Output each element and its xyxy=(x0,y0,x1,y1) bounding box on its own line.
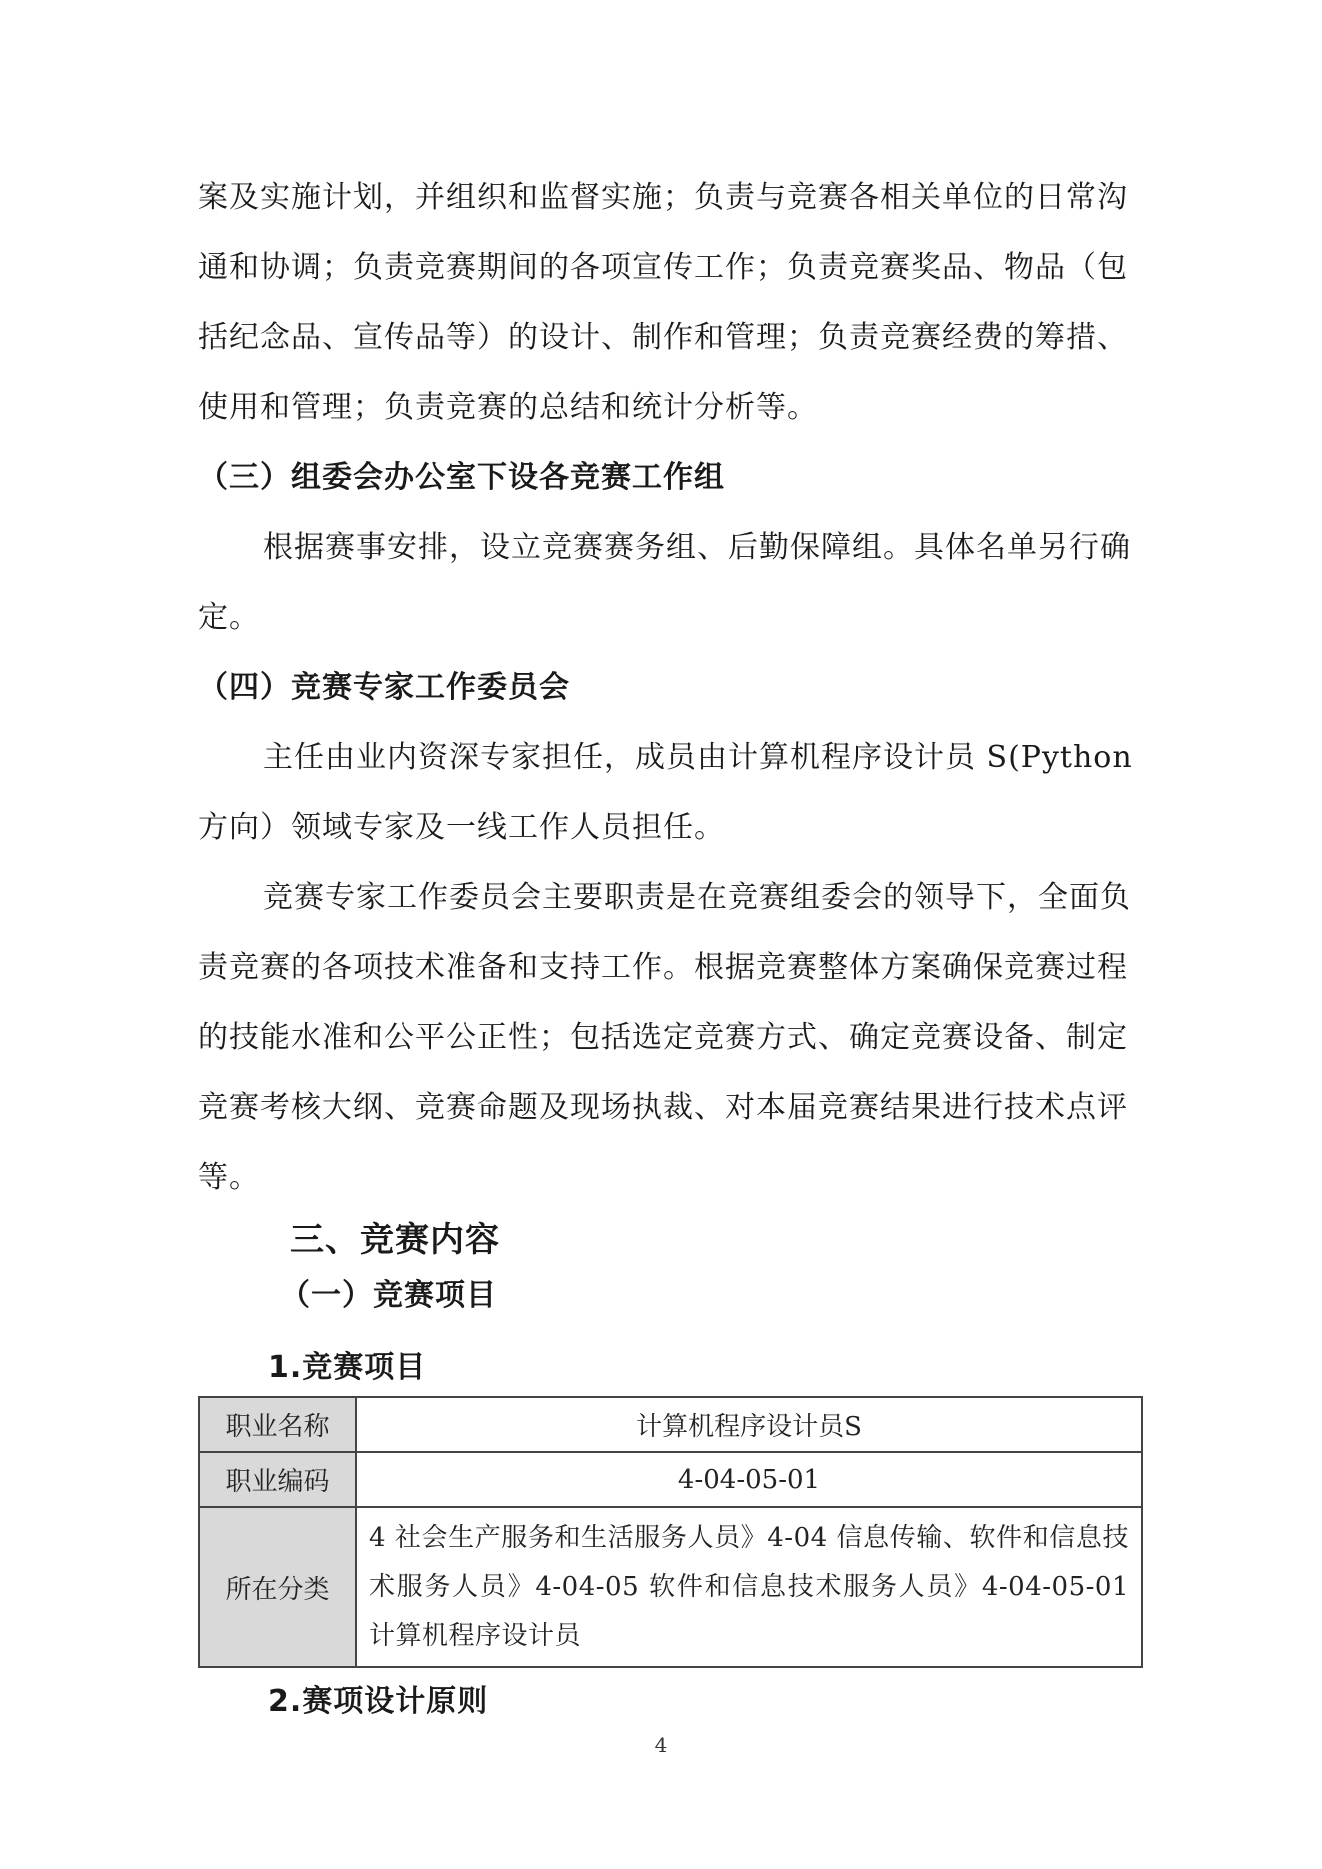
table-label-cell: 职业编码 xyxy=(199,1452,356,1507)
numbered-heading-design-principles: 2.赛项设计原则 xyxy=(268,1684,489,1719)
paragraph-line: 使用和管理；负责竞赛的总结和统计分析等。 xyxy=(198,390,818,425)
subheading-competition-items: （一）竞赛项目 xyxy=(280,1278,497,1313)
table-value-cell: 4 社会生产服务和生活服务人员》4-04 信息传输、软件和信息技术服务人员》4-04-05 软件和信息技术服务人员》4-04-05-01 计算机程序设计员 xyxy=(356,1507,1142,1667)
page-number: 4 xyxy=(654,1733,668,1757)
table-value-cell: 计算机程序设计员S xyxy=(356,1397,1142,1452)
paragraph-line: 的技能水准和公平公正性；包括选定竞赛方式、确定竞赛设备、制定 xyxy=(198,1020,1128,1055)
paragraph-line: 根据赛事安排，设立竞赛赛务组、后勤保障组。具体名单另行确 xyxy=(263,530,1131,565)
paragraph-line: 括纪念品、宣传品等）的设计、制作和管理；负责竞赛经费的筹措、 xyxy=(198,320,1128,355)
subheading-organizing-groups: （三）组委会办公室下设各竞赛工作组 xyxy=(198,460,725,495)
paragraph-line: 主任由业内资深专家担任，成员由计算机程序设计员 S(Python xyxy=(263,740,1133,775)
table-label-cell: 所在分类 xyxy=(199,1507,356,1667)
section-heading-competition-content: 三、竞赛内容 xyxy=(290,1220,500,1260)
paragraph-line: 案及实施计划，并组织和监督实施；负责与竞赛各相关单位的日常沟 xyxy=(198,180,1128,215)
paragraph-line: 竞赛专家工作委员会主要职责是在竞赛组委会的领导下，全面负 xyxy=(263,880,1131,915)
paragraph-line: 通和协调；负责竞赛期间的各项宣传工作；负责竞赛奖品、物品（包 xyxy=(198,250,1128,285)
subheading-expert-committee: （四）竞赛专家工作委员会 xyxy=(198,670,570,705)
table-row xyxy=(199,1507,1142,1667)
paragraph-line: 定。 xyxy=(198,600,260,635)
competition-info-table xyxy=(198,1396,1143,1668)
table-row xyxy=(199,1397,1142,1452)
numbered-heading-competition-items: 1.竞赛项目 xyxy=(268,1350,427,1385)
paragraph-line: 等。 xyxy=(198,1160,260,1195)
table-row xyxy=(199,1452,1142,1507)
paragraph-line: 方向）领域专家及一线工作人员担任。 xyxy=(198,810,725,845)
paragraph-line: 责竞赛的各项技术准备和支持工作。根据竞赛整体方案确保竞赛过程 xyxy=(198,950,1128,985)
table-value-cell: 4-04-05-01 xyxy=(356,1452,1142,1507)
table-label-cell: 职业名称 xyxy=(199,1397,356,1452)
paragraph-line: 竞赛考核大纲、竞赛命题及现场执裁、对本届竞赛结果进行技术点评 xyxy=(198,1090,1128,1125)
